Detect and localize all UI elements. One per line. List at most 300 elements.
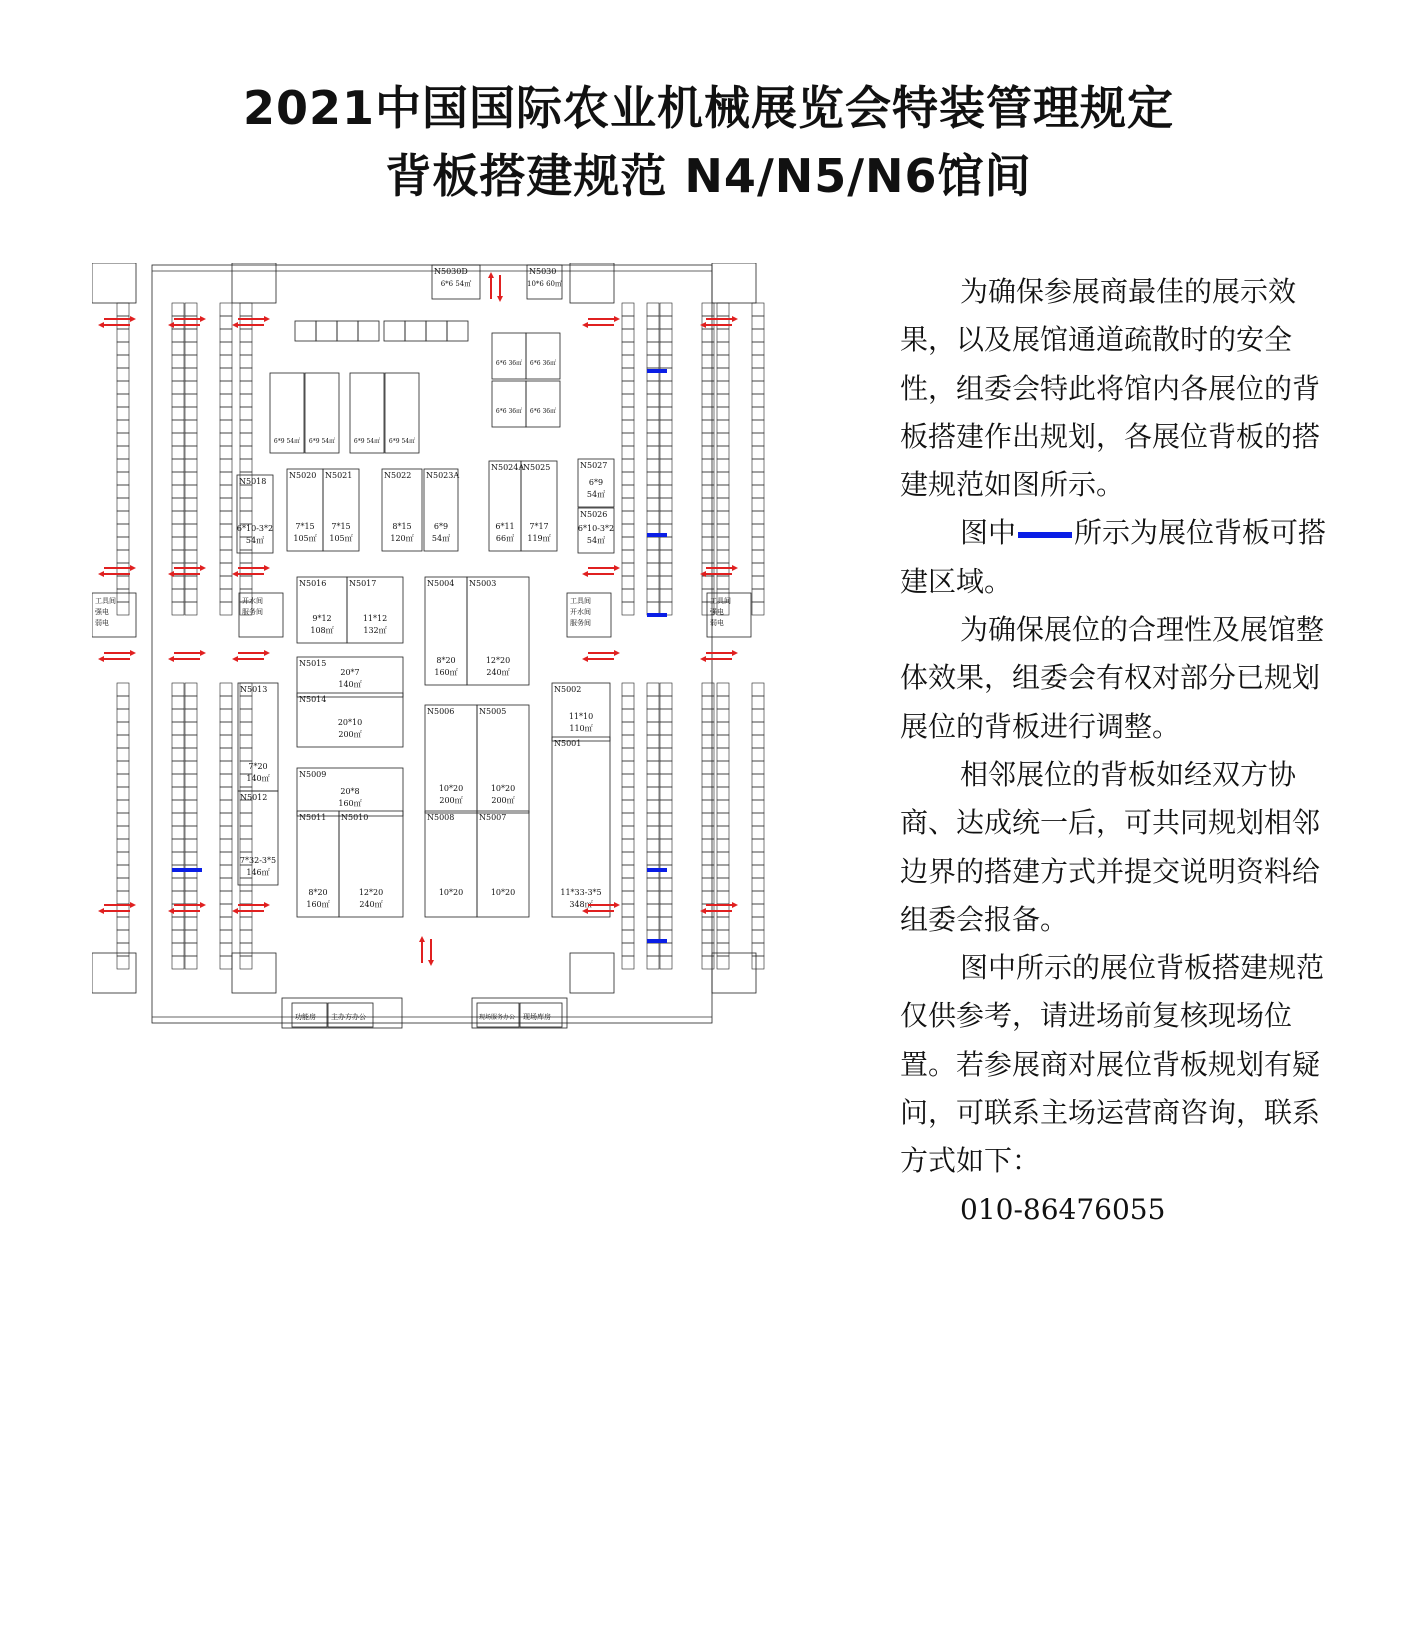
aisle-booth-right (717, 917, 729, 930)
aisle-booth-left (185, 511, 197, 524)
aisle-booth-right (660, 683, 672, 696)
aisle-booth-right (660, 904, 672, 917)
aisle-booth-left (220, 735, 232, 748)
aisle-booth-right (752, 550, 764, 563)
aisle-booth-right (622, 800, 634, 813)
aisle-booth-right (717, 943, 729, 956)
aisle-booth-left (220, 930, 232, 943)
aisle-booth-left (172, 917, 184, 930)
evacuation-arrow-head (614, 902, 620, 908)
booth-size-n5009: 20*8 (340, 787, 360, 796)
aisle-booth-left (240, 917, 252, 930)
aisle-booth-right (717, 368, 729, 381)
booth-size-n5004: 8*20 (436, 656, 456, 665)
aisle-booth-right (717, 878, 729, 891)
aisle-booth-right (647, 511, 659, 524)
aisle-booth-left (172, 355, 184, 368)
aisle-booth-left (220, 485, 232, 498)
aisle-booth-left (117, 956, 129, 969)
aisle-booth-right (622, 550, 634, 563)
aisle-booth-right (717, 550, 729, 563)
aisle-booth-right (622, 524, 634, 537)
aisle-booth-right (647, 355, 659, 368)
evacuation-arrow-head (200, 650, 206, 656)
aisle-booth-right (622, 852, 634, 865)
aisle-booth-right (752, 576, 764, 589)
aisle-booth-left (172, 826, 184, 839)
aisle-booth-left (172, 394, 184, 407)
aisle-booth-left (240, 394, 252, 407)
aisle-booth-left (117, 537, 129, 550)
aisle-booth-left (117, 787, 129, 800)
aisle-booth-right (660, 917, 672, 930)
booth-label-n5023a: N5023A (426, 471, 460, 480)
aisle-booth-left (117, 852, 129, 865)
aisle-booth-right (660, 748, 672, 761)
aisle-booth-right (647, 800, 659, 813)
aisle-booth-right (752, 589, 764, 602)
aisle-booth-right (752, 498, 764, 511)
aisle-booth-left (240, 368, 252, 381)
aisle-booth-left (185, 537, 197, 550)
aisle-booth-right (717, 524, 729, 537)
aisle-booth-left (117, 524, 129, 537)
aisle-booth-right (717, 683, 729, 696)
aisle-booth-left (185, 602, 197, 615)
booth-label-n5014: N5014 (299, 695, 327, 704)
aisle-booth-left (172, 537, 184, 550)
office-label: 主办方办公 (331, 1013, 366, 1021)
aisle-booth-left (185, 852, 197, 865)
aisle-booth-right (622, 891, 634, 904)
booth-size-n5011: 8*20 (308, 888, 328, 897)
aisle-booth-right (647, 709, 659, 722)
service-room-label: 强电 (710, 608, 724, 616)
aisle-booth-left (240, 420, 252, 433)
evacuation-arrow-head (488, 272, 494, 278)
aisle-booth-left (185, 917, 197, 930)
office-label: 功能房 (295, 1013, 316, 1021)
booth-size-n5024a: 6*11 (495, 522, 515, 531)
evacuation-arrow-head (200, 565, 206, 571)
aisle-booth-left (185, 316, 197, 329)
booth-label-n5003: N5003 (469, 579, 497, 588)
aisle-booth-right (622, 472, 634, 485)
service-room-label: 工具间 (95, 597, 116, 605)
aisle-booth-left (172, 800, 184, 813)
booth-area-n5013: 140㎡ (246, 774, 270, 783)
small-booth-size: 6*6 36㎡ (529, 360, 557, 367)
aisle-booth-right (717, 420, 729, 433)
aisle-booth-left (117, 511, 129, 524)
floorplan-image (92, 263, 802, 1031)
aisle-booth-right (622, 602, 634, 615)
booth-size-n5003: 12*20 (485, 656, 511, 665)
aisle-booth-right (660, 956, 672, 969)
aisle-booth-right (717, 381, 729, 394)
booth-label-n5018: N5018 (239, 477, 267, 486)
aisle-booth-right (717, 696, 729, 709)
aisle-booth-left (172, 735, 184, 748)
aisle-booth-left (185, 787, 197, 800)
evacuation-arrow-head (232, 908, 238, 914)
aisle-booth-right (752, 355, 764, 368)
booth-area-n5009: 160㎡ (338, 799, 362, 808)
aisle-booth-left (172, 498, 184, 511)
aisle-booth-left (185, 826, 197, 839)
evacuation-arrow-head (168, 656, 174, 662)
aisle-booth-right (717, 826, 729, 839)
small-booth (447, 321, 468, 341)
aisle-booth-right (647, 904, 659, 917)
evacuation-arrow-head (232, 322, 238, 328)
toilet-block (92, 953, 136, 993)
aisle-booth-left (172, 761, 184, 774)
aisle-booth-right (752, 852, 764, 865)
aisle-booth-right (622, 498, 634, 511)
aisle-booth-right (660, 943, 672, 956)
aisle-booth-left (240, 446, 252, 459)
aisle-booth-left (185, 472, 197, 485)
aisle-booth-right (717, 511, 729, 524)
legend-backboard-line-icon (1018, 532, 1072, 538)
evacuation-arrow-head (130, 650, 136, 656)
aisle-booth-left (185, 550, 197, 563)
aisle-booth-right (717, 852, 729, 865)
notes-panel (900, 268, 1330, 1234)
aisle-booth-right (660, 891, 672, 904)
aisle-booth-left (172, 683, 184, 696)
small-booth-6x6 (526, 381, 560, 427)
aisle-booth-left (185, 355, 197, 368)
page-title-line-2: 背板搭建规范 N4/N5/N6馆间 (385, 149, 1032, 203)
aisle-booth-right (752, 329, 764, 342)
aisle-booth-left (172, 956, 184, 969)
service-room-label: 开水间 (570, 608, 591, 616)
aisle-booth-left (172, 303, 184, 316)
aisle-booth-right (622, 355, 634, 368)
aisle-booth-right (622, 342, 634, 355)
aisle-booth-right (647, 342, 659, 355)
booth-label-n5002: N5002 (554, 685, 582, 694)
aisle-booth-right (752, 878, 764, 891)
aisle-booth-right (752, 472, 764, 485)
aisle-booth-left (220, 800, 232, 813)
aisle-booth-right (660, 722, 672, 735)
aisle-booth-right (717, 865, 729, 878)
booth-label-n5009: N5009 (299, 770, 327, 779)
aisle-booth-left (172, 329, 184, 342)
aisle-booth-left (220, 420, 232, 433)
aisle-booth-left (240, 943, 252, 956)
aisle-booth-right (660, 563, 672, 576)
aisle-booth-right (622, 917, 634, 930)
service-room-label: 服务间 (570, 619, 591, 627)
aisle-booth-right (660, 813, 672, 826)
aisle-booth-right (717, 722, 729, 735)
aisle-booth-right (622, 774, 634, 787)
aisle-booth-left (172, 839, 184, 852)
aisle-booth-left (185, 800, 197, 813)
aisle-booth-right (660, 550, 672, 563)
aisle-booth-right (647, 774, 659, 787)
evacuation-arrow-head (130, 565, 136, 571)
booth-size-n5030: 10*6 60㎡ (527, 280, 562, 288)
south-entrance-right (472, 998, 567, 1028)
small-booth-size: 6*9 54㎡ (353, 438, 381, 445)
aisle-booth-right (647, 433, 659, 446)
aisle-booth-right (622, 930, 634, 943)
aisle-booth-left (220, 316, 232, 329)
aisle-booth-right (647, 917, 659, 930)
aisle-booth-right (717, 787, 729, 800)
aisle-booth-left (220, 550, 232, 563)
aisle-booth-right (622, 813, 634, 826)
aisle-booth-left (220, 342, 232, 355)
note-legend-suffix: 所示为展位背板可搭建区域。 (900, 516, 1327, 598)
evacuation-arrow-head (200, 902, 206, 908)
booth-area-n5020: 105㎡ (293, 534, 317, 543)
toilet-block (232, 263, 276, 303)
aisle-booth-left (220, 498, 232, 511)
aisle-booth-left (240, 407, 252, 420)
aisle-booth-left (172, 472, 184, 485)
aisle-booth-left (240, 930, 252, 943)
aisle-booth-right (660, 329, 672, 342)
aisle-booth-right (717, 576, 729, 589)
aisle-booth-left (185, 748, 197, 761)
aisle-booth-left (220, 602, 232, 615)
aisle-booth-left (172, 696, 184, 709)
aisle-booth-right (660, 303, 672, 316)
aisle-booth-left (240, 722, 252, 735)
aisle-booth-right (717, 956, 729, 969)
aisle-booth-left (172, 943, 184, 956)
aisle-booth-right (622, 839, 634, 852)
service-room-label: 服务间 (242, 608, 263, 616)
aisle-booth-left (172, 787, 184, 800)
aisle-booth-right (752, 865, 764, 878)
small-booth (384, 321, 405, 341)
aisle-booth-right (647, 498, 659, 511)
aisle-booth-right (660, 446, 672, 459)
booth-area-n5001: 348㎡ (569, 900, 593, 909)
booth-label-n5007: N5007 (479, 813, 507, 822)
aisle-booth-left (185, 735, 197, 748)
aisle-booth-right (622, 878, 634, 891)
aisle-booth-left (220, 813, 232, 826)
aisle-booth-left (185, 485, 197, 498)
aisle-booth-right (622, 394, 634, 407)
evacuation-arrow-head (582, 571, 588, 577)
aisle-booth-right (647, 813, 659, 826)
small-booth (405, 321, 426, 341)
aisle-booth-left (240, 342, 252, 355)
aisle-booth-left (117, 355, 129, 368)
booth-n5007 (477, 811, 529, 917)
aisle-booth-left (117, 800, 129, 813)
aisle-booth-right (752, 904, 764, 917)
booth-area-n5021: 105㎡ (329, 534, 353, 543)
aisle-booth-left (185, 446, 197, 459)
aisle-booth-right (622, 735, 634, 748)
aisle-booth-right (660, 576, 672, 589)
small-booth-size: 6*6 36㎡ (495, 408, 523, 415)
evacuation-arrow-head (168, 322, 174, 328)
aisle-booth-right (647, 722, 659, 735)
note-paragraph-2 (900, 509, 1330, 606)
aisle-booth-left (220, 748, 232, 761)
aisle-booth-left (220, 576, 232, 589)
aisle-booth-left (117, 498, 129, 511)
aisle-booth-left (220, 407, 232, 420)
aisle-booth-right (752, 735, 764, 748)
aisle-booth-left (185, 943, 197, 956)
aisle-booth-right (647, 589, 659, 602)
small-booth (316, 321, 337, 341)
aisle-booth-right (752, 459, 764, 472)
toilet-block (712, 953, 756, 993)
evacuation-arrow-head (232, 656, 238, 662)
aisle-booth-left (220, 368, 232, 381)
aisle-booth-right (622, 433, 634, 446)
aisle-booth-right (660, 800, 672, 813)
aisle-booth-right (717, 891, 729, 904)
aisle-booth-left (117, 735, 129, 748)
aisle-booth-right (647, 472, 659, 485)
aisle-booth-left (117, 446, 129, 459)
booth-size-n5020: 7*15 (295, 522, 315, 531)
aisle-booth-right (660, 394, 672, 407)
small-booth (426, 321, 447, 341)
aisle-booth-left (117, 709, 129, 722)
aisle-booth-right (660, 407, 672, 420)
aisle-booth-left (117, 368, 129, 381)
booth-size-n5016: 9*12 (312, 614, 332, 623)
aisle-booth-left (220, 459, 232, 472)
aisle-booth-left (185, 576, 197, 589)
booth-label-n5012: N5012 (240, 793, 268, 802)
aisle-booth-right (752, 407, 764, 420)
aisle-booth-left (172, 589, 184, 602)
aisle-booth-right (752, 839, 764, 852)
aisle-booth-right (752, 722, 764, 735)
aisle-booth-right (647, 303, 659, 316)
evacuation-arrow-head (200, 316, 206, 322)
small-booth-size: 6*9 54㎡ (308, 438, 336, 445)
booth-label-n5017: N5017 (349, 579, 377, 588)
aisle-booth-left (117, 459, 129, 472)
aisle-booth-right (622, 709, 634, 722)
booth-area-n5016: 108㎡ (310, 626, 334, 635)
booth-area-n5003: 240㎡ (486, 668, 510, 677)
aisle-booth-right (752, 368, 764, 381)
aisle-booth-right (660, 696, 672, 709)
aisle-booth-left (220, 865, 232, 878)
aisle-booth-left (185, 368, 197, 381)
booth-label-n5030d: N5030D (434, 267, 468, 276)
aisle-booth-left (220, 381, 232, 394)
aisle-booth-right (752, 563, 764, 576)
aisle-booth-left (117, 550, 129, 563)
booth-size-n5005: 10*20 (490, 784, 516, 793)
aisle-booth-right (752, 433, 764, 446)
evacuation-arrow-head (168, 908, 174, 914)
aisle-booth-left (117, 917, 129, 930)
aisle-booth-left (172, 550, 184, 563)
booth-label-n5004: N5004 (427, 579, 455, 588)
aisle-booth-left (117, 433, 129, 446)
booth-size-n5015: 20*7 (340, 668, 360, 677)
toilet-block (232, 953, 276, 993)
aisle-booth-right (752, 381, 764, 394)
aisle-booth-right (622, 696, 634, 709)
contact-phone: 010-86476055 (960, 1192, 1166, 1226)
aisle-booth-right (752, 748, 764, 761)
aisle-booth-right (752, 943, 764, 956)
note-paragraph-1: 为确保参展商最佳的展示效果，以及展馆通道疏散时的安全性，组委会特此将馆内各展位的背板搭建作出规划，各展位背板的搭建规范如图所示。 (900, 275, 1321, 502)
aisle-booth-left (220, 774, 232, 787)
aisle-booth-right (622, 787, 634, 800)
note-legend-prefix: 图中 (960, 516, 1017, 550)
aisle-booth-left (185, 839, 197, 852)
evacuation-arrow-head (614, 565, 620, 571)
small-booth-size: 6*9 54㎡ (388, 438, 416, 445)
aisle-booth-left (220, 446, 232, 459)
aisle-booth-right (717, 735, 729, 748)
aisle-booth-right (717, 485, 729, 498)
aisle-booth-left (117, 774, 129, 787)
evacuation-arrow-head (98, 571, 104, 577)
aisle-booth-right (647, 735, 659, 748)
aisle-booth-left (117, 329, 129, 342)
aisle-booth-right (717, 355, 729, 368)
aisle-booth-left (220, 394, 232, 407)
aisle-booth-right (752, 342, 764, 355)
booth-label-n5024a: N5024A (491, 463, 525, 472)
aisle-booth-left (220, 303, 232, 316)
aisle-booth-right (752, 683, 764, 696)
booth-label-n5021: N5021 (325, 471, 353, 480)
aisle-booth-right (622, 303, 634, 316)
service-room-label: 强电 (95, 608, 109, 616)
aisle-booth-left (185, 329, 197, 342)
aisle-booth-left (172, 722, 184, 735)
aisle-booth-left (240, 459, 252, 472)
aisle-booth-right (647, 683, 659, 696)
evacuation-arrow-head (264, 650, 270, 656)
evacuation-arrow-head (497, 296, 503, 302)
aisle-booth-right (660, 459, 672, 472)
aisle-booth-left (117, 891, 129, 904)
aisle-booth-right (647, 394, 659, 407)
evacuation-arrow-head (98, 322, 104, 328)
booth-size-n5002: 11*10 (568, 712, 594, 721)
aisle-booth-left (240, 381, 252, 394)
aisle-booth-right (647, 826, 659, 839)
aisle-booth-left (240, 735, 252, 748)
aisle-booth-right (647, 576, 659, 589)
aisle-booth-left (220, 524, 232, 537)
aisle-booth-left (240, 891, 252, 904)
aisle-booth-left (220, 722, 232, 735)
aisle-booth-right (647, 852, 659, 865)
aisle-booth-left (240, 839, 252, 852)
aisle-booth-right (752, 761, 764, 774)
booth-area-n5022: 120㎡ (390, 534, 414, 543)
aisle-booth-left (185, 459, 197, 472)
aisle-booth-left (117, 472, 129, 485)
